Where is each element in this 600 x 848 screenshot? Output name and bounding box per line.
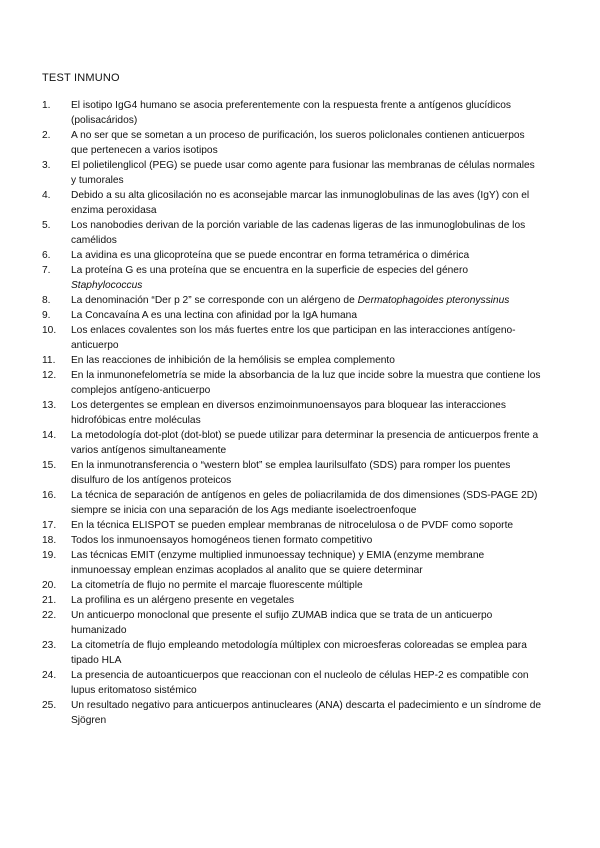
question-number: 1. bbox=[42, 100, 51, 111]
question-item bbox=[42, 308, 542, 323]
question-text: En las reacciones de inhibición de la hemólisis se emplea complemento bbox=[71, 355, 395, 366]
question-number: 15. bbox=[42, 460, 57, 471]
question-list bbox=[42, 98, 542, 728]
question-item bbox=[42, 248, 542, 263]
question-number: 10. bbox=[42, 325, 57, 336]
question-number: 24. bbox=[42, 670, 57, 681]
question-number: 11. bbox=[42, 355, 56, 366]
question-number: 4. bbox=[42, 190, 51, 201]
question-number: 23. bbox=[42, 640, 57, 651]
question-item bbox=[42, 638, 542, 668]
question-number: 16. bbox=[42, 490, 57, 501]
question-text: Los nanobodies derivan de la porción variable de las cadenas ligeras de las inmunoglobulinas de los camélidos bbox=[71, 220, 526, 246]
question-text-main: La proteína G es una proteína que se encuentra en la superficie de especies del género bbox=[71, 265, 469, 276]
question-item bbox=[42, 353, 542, 368]
question-item bbox=[42, 668, 542, 698]
question-text: Debido a su alta glicosilación no es aconsejable marcar las inmunoglobulinas de las aves (IgY) con el enzima peroxidasa bbox=[71, 190, 530, 216]
question-text: El polietilenglicol (PEG) se puede usar como agente para fusionar las membranas de células normales y tumorales bbox=[71, 160, 535, 186]
question-text: A no ser que se sometan a un proceso de purificación, los sueros policlonales contienen anticuerpos que pertenecen a varios isotipos bbox=[71, 130, 525, 156]
question-item bbox=[42, 293, 542, 308]
question-text: La citometría de flujo empleando metodología múltiplex con microesferas coloreadas se emplea para tipado HLA bbox=[71, 640, 527, 666]
question-text: En la inmunotransferencia o “western blot” se emplea laurilsulfato (SDS) para romper los puentes disulfuro de los antígenos proteicos bbox=[71, 460, 511, 486]
question-number: 3. bbox=[42, 160, 51, 171]
question-text-main: La denominación “Der p 2” se corresponde con un alérgeno de bbox=[71, 295, 355, 306]
question-number: 7. bbox=[42, 265, 51, 276]
question-number: 20. bbox=[42, 580, 57, 591]
question-item bbox=[42, 608, 542, 638]
question-item bbox=[42, 488, 542, 518]
question-text: Las técnicas EMIT (enzyme multiplied inmunoessay technique) y EMIA (enzyme membrane inmunoessay emplean enzimas acoplados al analito que se quiere determinar bbox=[71, 550, 485, 576]
question-number: 21. bbox=[42, 595, 57, 606]
question-item bbox=[42, 593, 542, 608]
question-number: 5. bbox=[42, 220, 51, 231]
question-text: En la inmunonefelometría se mide la absorbancia de la luz que incide sobre la muestra que contiene los complejos antígeno-anticuerpo bbox=[71, 370, 541, 396]
question-text: Un resultado negativo para anticuerpos antinucleares (ANA) descarta el padecimiento e un síndrome de Sjögren bbox=[71, 700, 542, 726]
question-number: 22. bbox=[42, 610, 57, 621]
question-text bbox=[71, 293, 542, 308]
question-item bbox=[42, 398, 542, 428]
question-item bbox=[42, 188, 542, 218]
question-text: La metodología dot-plot (dot-blot) se puede utilizar para determinar la presencia de anticuerpos frente a varios antígenos simultaneamente bbox=[71, 430, 539, 456]
question-number: 8. bbox=[42, 295, 51, 306]
question-number: 18. bbox=[42, 535, 57, 546]
question-text: La presencia de autoanticuerpos que reaccionan con el nucleolo de células HEP-2 es compatible con lupus eritomatoso sistémico bbox=[71, 670, 529, 696]
question-item bbox=[42, 158, 542, 188]
question-item bbox=[42, 323, 542, 353]
question-item bbox=[42, 428, 542, 458]
question-number: 25. bbox=[42, 700, 57, 711]
question-number: 12. bbox=[42, 370, 57, 381]
question-item bbox=[42, 578, 542, 593]
question-number: 6. bbox=[42, 250, 51, 261]
question-item bbox=[42, 533, 542, 548]
question-item bbox=[42, 698, 542, 728]
question-item bbox=[42, 218, 542, 248]
question-item bbox=[42, 458, 542, 488]
question-number: 17. bbox=[42, 520, 57, 531]
question-number: 14. bbox=[42, 430, 57, 441]
question-text: La profilina es un alérgeno presente en vegetales bbox=[71, 595, 295, 606]
question-number: 2. bbox=[42, 130, 51, 141]
question-text bbox=[71, 263, 542, 293]
question-item bbox=[42, 518, 542, 533]
question-number: 13. bbox=[42, 400, 57, 411]
question-number: 9. bbox=[42, 310, 51, 321]
question-text: La técnica de separación de antígenos en geles de poliacrilamida de dos dimensiones (SDS-PAGE 2D) siempre se inicia con una separación de los Ags mediante isoelectroenfoque bbox=[71, 490, 538, 516]
species-name-italic: Dermatophagoides pteronyssinus bbox=[357, 295, 510, 306]
question-text: El isotipo IgG4 humano se asocia preferentemente con la respuesta frente a antígenos glucídicos (polisacáridos) bbox=[71, 100, 512, 126]
question-text: Los detergentes se emplean en diversos enzimoinmunoensayos para bloquear las interacciones hidrofóbicas entre moléculas bbox=[71, 400, 506, 426]
question-text: En la técnica ELISPOT se pueden emplear membranas de nitrocelulosa o de PVDF como soporte bbox=[71, 520, 514, 531]
question-item bbox=[42, 98, 542, 128]
question-item bbox=[42, 548, 542, 578]
question-text: La citometría de flujo no permite el marcaje fluorescente múltiple bbox=[71, 580, 363, 591]
question-item bbox=[42, 128, 542, 158]
question-text: La avidina es una glicoproteína que se puede encontrar en forma tetramérica o dimérica bbox=[71, 250, 470, 261]
document-title: TEST INMUNO bbox=[42, 72, 120, 84]
question-text: Todos los inmunoensayos homogéneos tienen formato competitivo bbox=[71, 535, 373, 546]
species-name-italic: Staphylococcus bbox=[71, 280, 143, 291]
question-item bbox=[42, 368, 542, 398]
question-item bbox=[42, 263, 542, 293]
question-text: Un anticuerpo monoclonal que presente el sufijo ZUMAB indica que se trata de un anticuerpo humanizado bbox=[71, 610, 493, 636]
question-number: 19. bbox=[42, 550, 57, 561]
question-text: La Concavaína A es una lectina con afinidad por la IgA humana bbox=[71, 310, 358, 321]
question-text: Los enlaces covalentes son los más fuertes entre los que participan en las interacciones antígeno-anticuerpo bbox=[71, 325, 516, 351]
